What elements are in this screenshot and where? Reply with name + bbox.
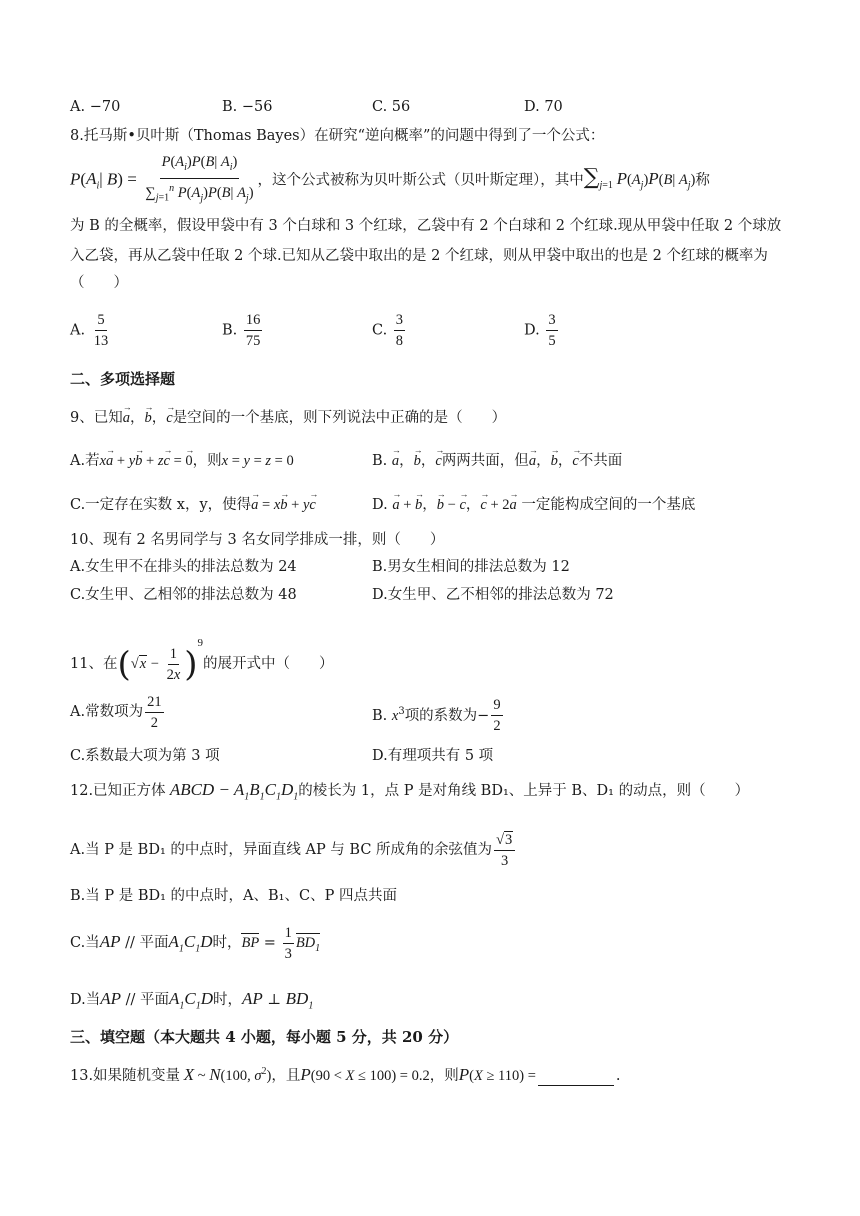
section-3-title: 三、填空题（本大题共 4 小题，每小题 5 分，共 20 分） (70, 1028, 459, 1046)
q8-formula-mid: ，这个公式被称为贝叶斯公式（贝叶斯定理），其中 (257, 172, 584, 189)
q12-option-a: A.当 P 是 BD₁ 的中点时，异面直线 AP 与 BC 所成角的余弦值为 $\frac{√3}{3}$ (70, 828, 517, 872)
q10-option-a: A.女生甲不在排头的排法总数为 24 (70, 559, 297, 575)
q8-option-b: B. $\frac{16}{75}$ (222, 312, 261, 349)
total-prob-sum: $\sum_{j=1}$ $P(A_j)P(B|$ $A_j$) (583, 165, 696, 192)
q8-line4: 入乙袋，再从乙袋中任取 2 个球.已知从乙袋中取出的是 2 个红球，则从甲袋中取出的也是 2 个红球的概率为 (70, 248, 768, 264)
q8-option-d: D. $\frac{3}{5}$ (524, 312, 556, 349)
q7-option-c: C. 56 (372, 99, 411, 115)
q12-stem: 12.已知正方体 ABCD − $A_1B_1C_1D_1$的棱长为 1，点 P 是对角线 BD₁、上异于 B、D₁ 的动点，则（ ） (70, 780, 750, 803)
q13-stem: 13.如果随机变量 X ~ N(100, $\sigma^2$)，且P(90 < X ≤ 100) = 0.2，则P(X ≥ 110) = . (70, 1064, 621, 1084)
q11-option-d: D.有理项共有 5 项 (372, 748, 494, 764)
q8-option-a: A. $\frac{5}{13}$ (70, 312, 109, 349)
q10-stem: 10、现有 2 名男同学与 3 名女同学排成一排，则（ ） (70, 532, 445, 548)
q9-option-c: C.一定存在实数 x，y，使得→ a = x→ b + y→ c (70, 495, 316, 515)
q8-intro: 8.托马斯•贝叶斯（Thomas Bayes）在研究“逆向概率”的问题中得到了一个公式： (70, 128, 605, 144)
q11-option-a: A.常数项为 $\frac{21}{2}$ (70, 693, 162, 731)
q8-line5: （ ） (70, 275, 128, 291)
bayes-formula: $P(A_i|$ B) = (70, 169, 137, 192)
q11-option-b: B. $x^3$项的系数为− $\frac{9}{2}$ (372, 697, 501, 735)
q8-line3: 为 B 的全概率，假设甲袋中有 3 个白球和 3 个红球，乙袋中有 2 个白球和 2 个红球.现从甲袋中任取 2 个球放 (70, 218, 782, 234)
binomial-expression: (√x − $\frac{1}{2x}$ )$^9$ (117, 637, 204, 685)
q9-stem: 9、已知→ a，→ b，→ c是空间的一个基底，则下列说法中正确的是（ ） (70, 408, 506, 428)
q12-option-b: B.当 P 是 BD₁ 的中点时，A、B₁、C、P 四点共面 (70, 888, 397, 904)
q9-option-a: A.若x→ a + y→ b + z→ c = → 0，则x = y = z = 0 (70, 451, 294, 471)
q8-formula-line (70, 152, 710, 204)
q11-option-c: C.系数最大项为第 3 项 (70, 748, 220, 764)
q10-option-b: B.男女生相间的排法总数为 12 (372, 559, 570, 575)
q12-option-c: C.当AP // 平面$A_1C_1D$时，BP = $\frac{1}{3}$ $BD_1$ (70, 924, 321, 962)
q7-option-a: A. −70 (70, 99, 121, 115)
q9-option-d: D. → a + → b，→ b − → c，→ c + 2→ a 一定能构成空间的一个基底 (372, 495, 695, 515)
q8-option-c: C. $\frac{3}{8}$ (372, 312, 404, 349)
q7-option-d: D. 70 (524, 99, 563, 115)
q10-option-c: C.女生甲、乙相邻的排法总数为 48 (70, 587, 297, 603)
q13-answer-blank[interactable] (538, 1085, 614, 1086)
bayes-fraction: $\frac{P(A_i)P(B| A_i)}{\sum_{j=1}^n P(A_j)P(B| A_j)}$ (145, 154, 254, 204)
section-2-title: 二、多项选择题 (70, 370, 176, 388)
q7-option-b: B. −56 (222, 99, 273, 115)
q12-option-d: D.当AP // 平面$A_1C_1D$时，AP ⊥ $BD_1$ (70, 989, 314, 1012)
q9-option-b: B. → a，→ b，→ c两两共面，但→ a，→ b，→ c不共面 (372, 451, 622, 471)
q8-formula-tail: 称 (695, 172, 710, 189)
q11-stem: 11、在(√x − $\frac{1}{2x}$ )$^9$的展开式中（ ） (70, 637, 334, 685)
q10-option-d: D.女生甲、乙不相邻的排法总数为 72 (372, 587, 614, 603)
